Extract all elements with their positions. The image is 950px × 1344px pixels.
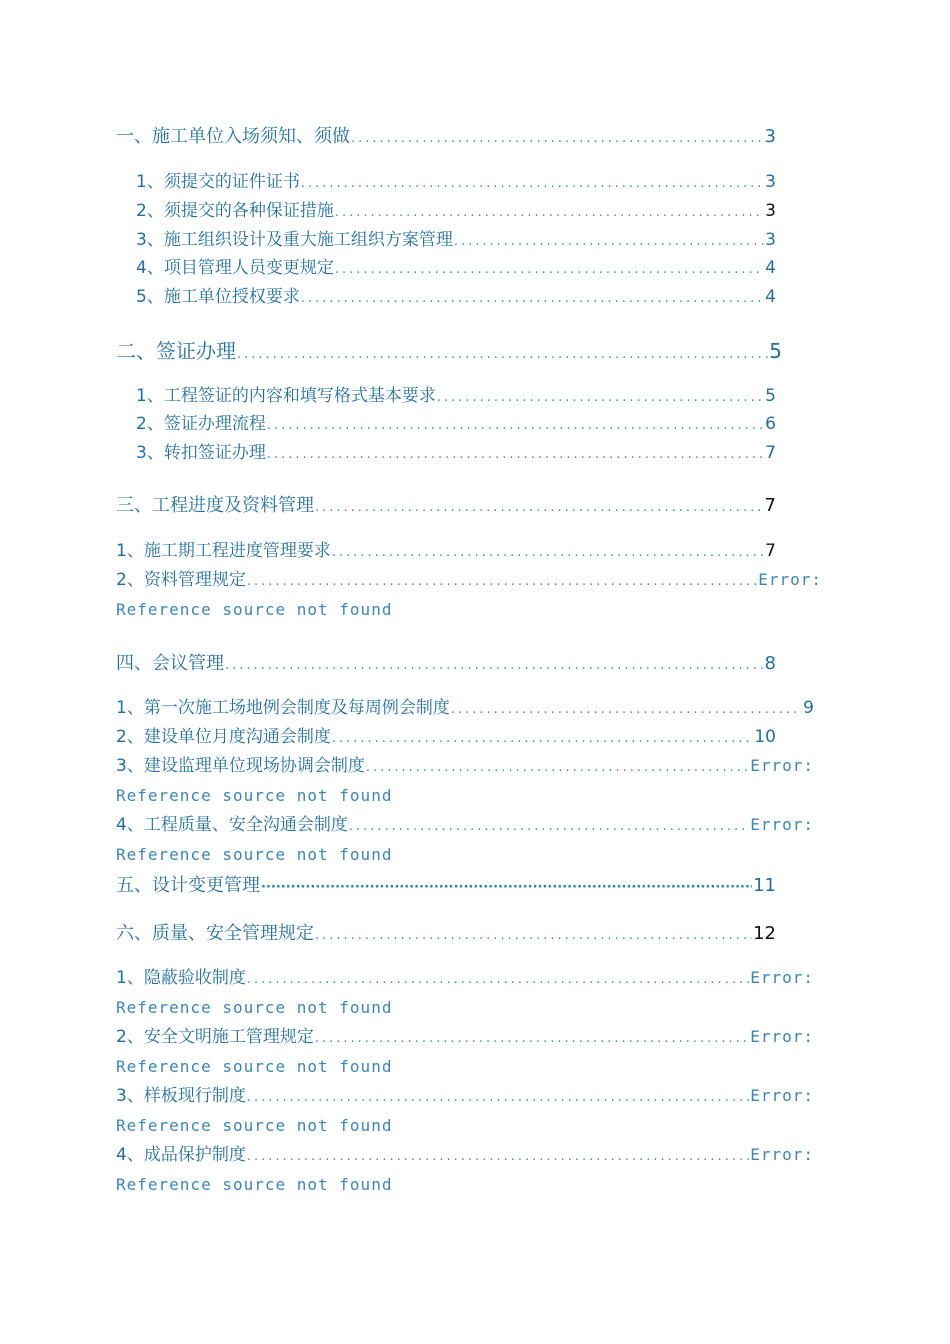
toc-entry-1-1[interactable] [136,171,776,195]
toc-entry-6-1[interactable] [116,967,814,991]
toc-label: 2、建设单位月度沟通会制度 [116,727,331,747]
toc-label: 3、施工组织设计及重大施工组织方案管理 [136,230,453,250]
toc-entry-3-1[interactable] [116,540,776,564]
toc-page-number: 3 [765,172,776,192]
toc-error-text: Error: [750,1086,814,1105]
toc-leader-dots [247,969,749,991]
toc-entry-section-1[interactable] [116,126,776,150]
toc-label: 六、质量、安全管理规定 [116,923,314,944]
toc-error-continuation: Reference source not found [116,600,393,619]
toc-entry-section-6[interactable] [116,923,776,947]
toc-label: 3、转扣签证办理 [136,443,266,463]
toc-leader-dots [301,288,764,310]
toc-label: 2、签证办理流程 [136,414,266,434]
toc-entry-section-5[interactable] [116,875,776,899]
toc-label: 三、工程进度及资料管理 [116,495,314,516]
toc-error-text: Error: [750,1027,814,1046]
toc-label: 3、建设监理单位现场协调会制度 [116,756,365,776]
toc-label: 二、签证办理 [116,339,236,363]
toc-label: 一、施工单位入场须知、须做 [116,126,350,147]
toc-leader-dots [315,925,752,947]
toc-entry-3-2[interactable] [116,569,822,593]
toc-label: 3、样板现行制度 [116,1086,246,1106]
toc-entry-2-2[interactable] [136,413,776,437]
toc-label: 1、第一次施工场地例会制度及每周例会制度 [116,698,450,718]
toc-label: 5、施工单位授权要求 [136,287,300,307]
toc-error-text: Error: [750,968,814,987]
toc-label: 2、资料管理规定 [116,570,246,590]
toc-page-number: 11 [753,875,776,896]
toc-entry-4-3[interactable] [116,755,814,779]
toc-label: 1、施工期工程进度管理要求 [116,541,331,561]
toc-error-text: Error: [758,570,822,589]
toc-entry-1-4[interactable] [136,257,776,281]
toc-entry-1-2[interactable] [136,200,776,224]
toc-leader-dots [267,444,764,466]
toc-leader-dots [237,344,768,366]
toc-leader-dots [267,415,764,437]
toc-page-number: 12 [753,923,776,944]
toc-entry-4-2[interactable] [116,726,776,750]
toc-label: 四、会议管理 [116,653,224,674]
toc-page-number: 7 [765,541,776,561]
toc-leader-dots [335,259,764,281]
toc-leader-dots [247,1087,749,1109]
toc-leader-dots [335,202,764,224]
toc-label: 2、须提交的各种保证措施 [136,201,334,221]
toc-entry-6-3[interactable] [116,1085,814,1109]
toc-leader-dots [301,173,764,195]
toc-error-continuation: Reference source not found [116,1175,393,1194]
toc-leader-dots [351,128,764,150]
toc-page-number: 4 [765,287,776,307]
toc-page-number: 9 [803,698,814,718]
toc-page-number: 3 [765,230,776,250]
toc-label: 4、工程质量、安全沟通会制度 [116,815,348,835]
toc-leader-dots [366,757,749,779]
toc-page-number: 7 [765,443,776,463]
toc-label: 五、设计变更管理 [116,875,260,896]
toc-error-continuation: Reference source not found [116,1116,393,1135]
toc-entry-4-1[interactable] [116,697,814,721]
toc-leader-dots [225,655,764,677]
toc-page-number: 6 [765,414,776,434]
toc-error-continuation: Reference source not found [116,998,393,1017]
toc-leader-dots [451,699,802,721]
toc-error-continuation: Reference source not found [116,1057,393,1076]
toc-page-number: 5 [769,339,782,363]
toc-label: 4、成品保护制度 [116,1145,246,1165]
toc-entry-1-3[interactable] [136,229,776,253]
toc-error-text: Error: [750,815,814,834]
toc-leader-dots [349,816,749,838]
toc-page-number: 8 [764,653,776,674]
toc-page-number: 7 [764,495,776,516]
toc-entry-section-4[interactable] [116,653,776,677]
toc-label: 1、工程签证的内容和填写格式基本要求 [136,386,436,406]
toc-page-number: 5 [765,386,776,406]
toc-leader-dots [247,1146,749,1168]
toc-leader-dots [315,497,764,519]
toc-page-number: 4 [765,258,776,278]
toc-entry-section-2[interactable] [116,340,782,366]
toc-leader-dots [261,877,752,899]
toc-entry-6-2[interactable] [116,1026,814,1050]
toc-leader-dots [332,728,754,750]
toc-entry-6-4[interactable] [116,1144,814,1168]
toc-error-continuation: Reference source not found [116,786,393,805]
toc-label: 2、安全文明施工管理规定 [116,1027,314,1047]
toc-page-number: 3 [765,201,776,221]
toc-label: 1、须提交的证件证书 [136,172,300,192]
toc-entry-2-1[interactable] [136,385,776,409]
toc-leader-dots [437,387,764,409]
toc-entry-1-5[interactable] [136,286,776,310]
toc-leader-dots [332,542,764,564]
toc-page-number: 3 [764,126,776,147]
toc-label: 4、项目管理人员变更规定 [136,258,334,278]
toc-error-text: Error: [750,756,814,775]
toc-label: 1、隐蔽验收制度 [116,968,246,988]
toc-entry-4-4[interactable] [116,814,814,838]
toc-error-text: Error: [750,1145,814,1164]
toc-leader-dots [454,231,764,253]
toc-entry-section-3[interactable] [116,495,776,519]
toc-error-continuation: Reference source not found [116,845,393,864]
toc-leader-dots [315,1028,749,1050]
toc-leader-dots [247,571,757,593]
toc-page-number: 10 [754,727,776,747]
toc-entry-2-3[interactable] [136,442,776,466]
